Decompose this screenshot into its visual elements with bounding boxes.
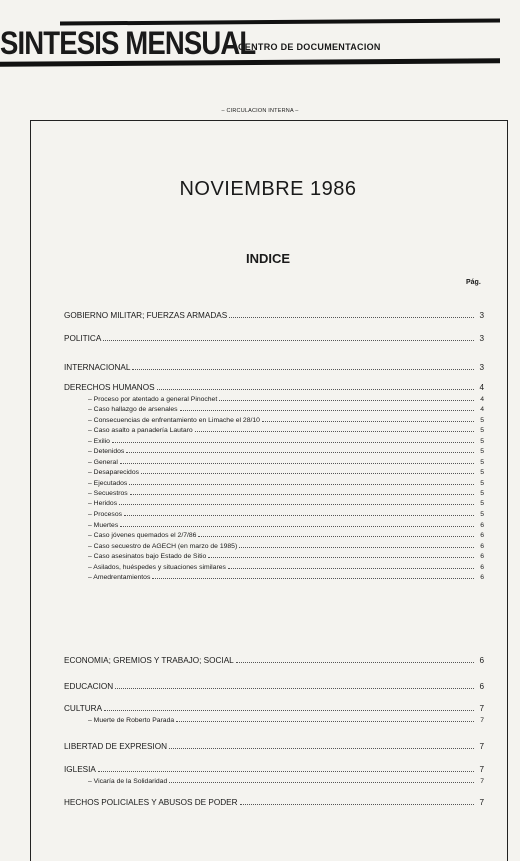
- toc-subsection-entry: [88, 403, 484, 413]
- dot-leader: [103, 339, 474, 341]
- toc-entry-page: 6: [479, 682, 484, 691]
- toc-section-entry: [64, 681, 484, 691]
- toc-subsection-entry: [88, 497, 484, 507]
- toc-entry-label: – Caso secuestro de AGECH (en marzo de 1985): [88, 543, 238, 550]
- dot-leader: [169, 747, 474, 749]
- issue-month: NOVIEMBRE 1986: [179, 178, 357, 200]
- toc-subsection-entry: [88, 775, 484, 785]
- publication-title: SINTESIS MENSUAL: [0, 25, 256, 61]
- toc-section-entry: [64, 797, 484, 807]
- toc-entry-page: 5: [480, 448, 484, 455]
- toc-entry-label: INTERNACIONAL: [64, 363, 131, 372]
- toc-entry-label: – Proceso por atentado a general Pinochet: [88, 396, 218, 403]
- index-heading: INDICE: [245, 251, 291, 266]
- dot-leader: [130, 493, 474, 495]
- dot-leader: [152, 577, 474, 579]
- toc-entry-label: – Asilados, huéspedes y situaciones similares: [88, 564, 226, 571]
- toc-section-entry: [64, 333, 484, 343]
- toc-section-entry: [64, 703, 484, 713]
- circulation-note: – CIRCULACION INTERNA –: [221, 108, 299, 114]
- toc-subsection-entry: [88, 435, 484, 445]
- dot-leader: [126, 451, 474, 453]
- page-column-header: Pág.: [466, 279, 481, 286]
- toc-entry-page: 5: [480, 459, 484, 466]
- dot-leader: [180, 409, 474, 411]
- toc-entry-page: 4: [480, 396, 484, 403]
- toc-entry-label: – Caso jóvenes quemados el 2/7/86: [88, 532, 197, 539]
- toc-subsection-entry: [88, 508, 484, 518]
- dot-leader: [195, 430, 474, 432]
- toc-entry-label: – Caso asesinatos bajo Estado de Sitio: [88, 553, 207, 560]
- toc-subsection-entry: [88, 487, 484, 497]
- toc-entry-label: – Secuestros: [88, 490, 128, 497]
- dot-leader: [141, 472, 474, 474]
- toc-subsection-entry: [88, 519, 484, 529]
- toc-entry-page: 7: [480, 717, 484, 724]
- toc-entry-page: 6: [480, 543, 484, 550]
- toc-subsection-entry: [88, 424, 484, 434]
- dot-leader: [240, 803, 474, 805]
- toc-entry-page: 5: [480, 500, 484, 507]
- toc-subsection-entry: [88, 550, 484, 560]
- toc-section-entry: [64, 741, 484, 751]
- toc-entry-page: 5: [480, 427, 484, 434]
- dot-leader: [236, 661, 474, 663]
- toc-entry-label: – Muertes: [88, 522, 119, 529]
- toc-entry-label: DERECHOS HUMANOS: [64, 383, 155, 392]
- toc-entry-page: 5: [480, 480, 484, 487]
- toc-entry-label: – Caso hallazgo de arsenales: [88, 406, 178, 413]
- toc-entry-page: 5: [480, 490, 484, 497]
- toc-entry-page: 5: [480, 417, 484, 424]
- toc-subsection-entry: [88, 477, 484, 487]
- dot-leader: [208, 556, 474, 558]
- toc-entry-label: – Muerte de Roberto Parada: [88, 717, 175, 724]
- toc-subsection-entry: [88, 714, 484, 724]
- toc-entry-label: – Caso asalto a panadería Lautaro: [88, 427, 193, 434]
- dot-leader: [98, 770, 474, 772]
- toc-entry-label: – Vicaría de la Solidaridad: [88, 778, 168, 785]
- toc-entry-label: POLITICA: [64, 334, 102, 343]
- toc-subsection-entry: [88, 466, 484, 476]
- toc-entry-label: ECONOMIA; GREMIOS Y TRABAJO; SOCIAL: [64, 656, 234, 665]
- dot-leader: [239, 546, 474, 548]
- dot-leader: [120, 462, 474, 464]
- toc-entry-page: 6: [480, 522, 484, 529]
- toc-subsection-entry: [88, 561, 484, 571]
- dot-leader: [120, 525, 474, 527]
- dot-leader: [262, 420, 474, 422]
- dot-leader: [112, 441, 474, 443]
- toc-entry-page: 5: [480, 511, 484, 518]
- toc-subsection-entry: [88, 540, 484, 550]
- toc-subsection-entry: [88, 393, 484, 403]
- toc-entry-page: 6: [480, 553, 484, 560]
- toc-entry-page: 7: [479, 798, 484, 807]
- dot-leader: [228, 567, 474, 569]
- toc-subsection-entry: [88, 529, 484, 539]
- dot-leader: [132, 368, 474, 370]
- toc-subsection-entry: [88, 445, 484, 455]
- publication-subtitle: CENTRO DE DOCUMENTACION: [238, 42, 381, 52]
- toc-entry-label: – Desaparecidos: [88, 469, 140, 476]
- toc-entry-label: LIBERTAD DE EXPRESION: [64, 742, 167, 751]
- toc-entry-page: 3: [479, 311, 484, 320]
- toc-entry-label: – Amedrentamientos: [88, 574, 151, 581]
- toc-entry-label: – Procesos: [88, 511, 123, 518]
- toc-section-entry: [64, 362, 484, 372]
- dot-leader: [129, 483, 474, 485]
- toc-entry-page: 5: [480, 438, 484, 445]
- toc-entry-label: – Ejecutados: [88, 480, 128, 487]
- toc-entry-page: 6: [480, 564, 484, 571]
- dot-leader: [198, 535, 474, 537]
- dot-leader: [115, 687, 474, 689]
- dot-leader: [229, 316, 474, 318]
- toc-entry-page: 6: [480, 574, 484, 581]
- toc-entry-page: 6: [479, 656, 484, 665]
- toc-entry-label: – General: [88, 459, 118, 466]
- toc-entry-label: EDUCACION: [64, 682, 114, 691]
- toc-entry-label: HECHOS POLICIALES Y ABUSOS DE PODER: [64, 798, 238, 807]
- toc-entry-label: – Detenidos: [88, 448, 125, 455]
- toc-entry-label: GOBIERNO MILITAR; FUERZAS ARMADAS: [64, 311, 228, 320]
- toc-section-entry: [64, 310, 484, 320]
- toc-subsection-entry: [88, 456, 484, 466]
- toc-entry-page: 7: [479, 742, 484, 751]
- dot-leader: [124, 514, 474, 516]
- toc-section-entry: [64, 655, 484, 665]
- toc-entry-page: 7: [479, 704, 484, 713]
- dot-leader: [119, 503, 474, 505]
- toc-entry-label: CULTURA: [64, 704, 103, 713]
- dot-leader: [219, 399, 474, 401]
- toc-entry-page: 3: [479, 334, 484, 343]
- toc-section-entry: [64, 382, 484, 392]
- toc-subsection-entry: [88, 414, 484, 424]
- toc-entry-label: – Exilio: [88, 438, 110, 445]
- toc-entry-page: 7: [480, 778, 484, 785]
- toc-subsection-entry: [88, 571, 484, 581]
- dot-leader: [176, 720, 474, 722]
- dot-leader: [104, 709, 474, 711]
- toc-entry-page: 4: [480, 406, 484, 413]
- toc-entry-label: – Heridos: [88, 500, 118, 507]
- toc-entry-page: 6: [480, 532, 484, 539]
- toc-entry-page: 3: [479, 363, 484, 372]
- dot-leader: [157, 388, 474, 390]
- toc-entry-page: 7: [479, 765, 484, 774]
- toc-entry-label: IGLESIA: [64, 765, 96, 774]
- toc-entry-page: 5: [480, 469, 484, 476]
- toc-section-entry: [64, 764, 484, 774]
- toc-entry-label: – Consecuencias de enfrentamiento en Limache el 28/10: [88, 417, 260, 424]
- toc-entry-page: 4: [479, 383, 484, 392]
- masthead: [0, 14, 520, 70]
- dot-leader: [169, 781, 474, 783]
